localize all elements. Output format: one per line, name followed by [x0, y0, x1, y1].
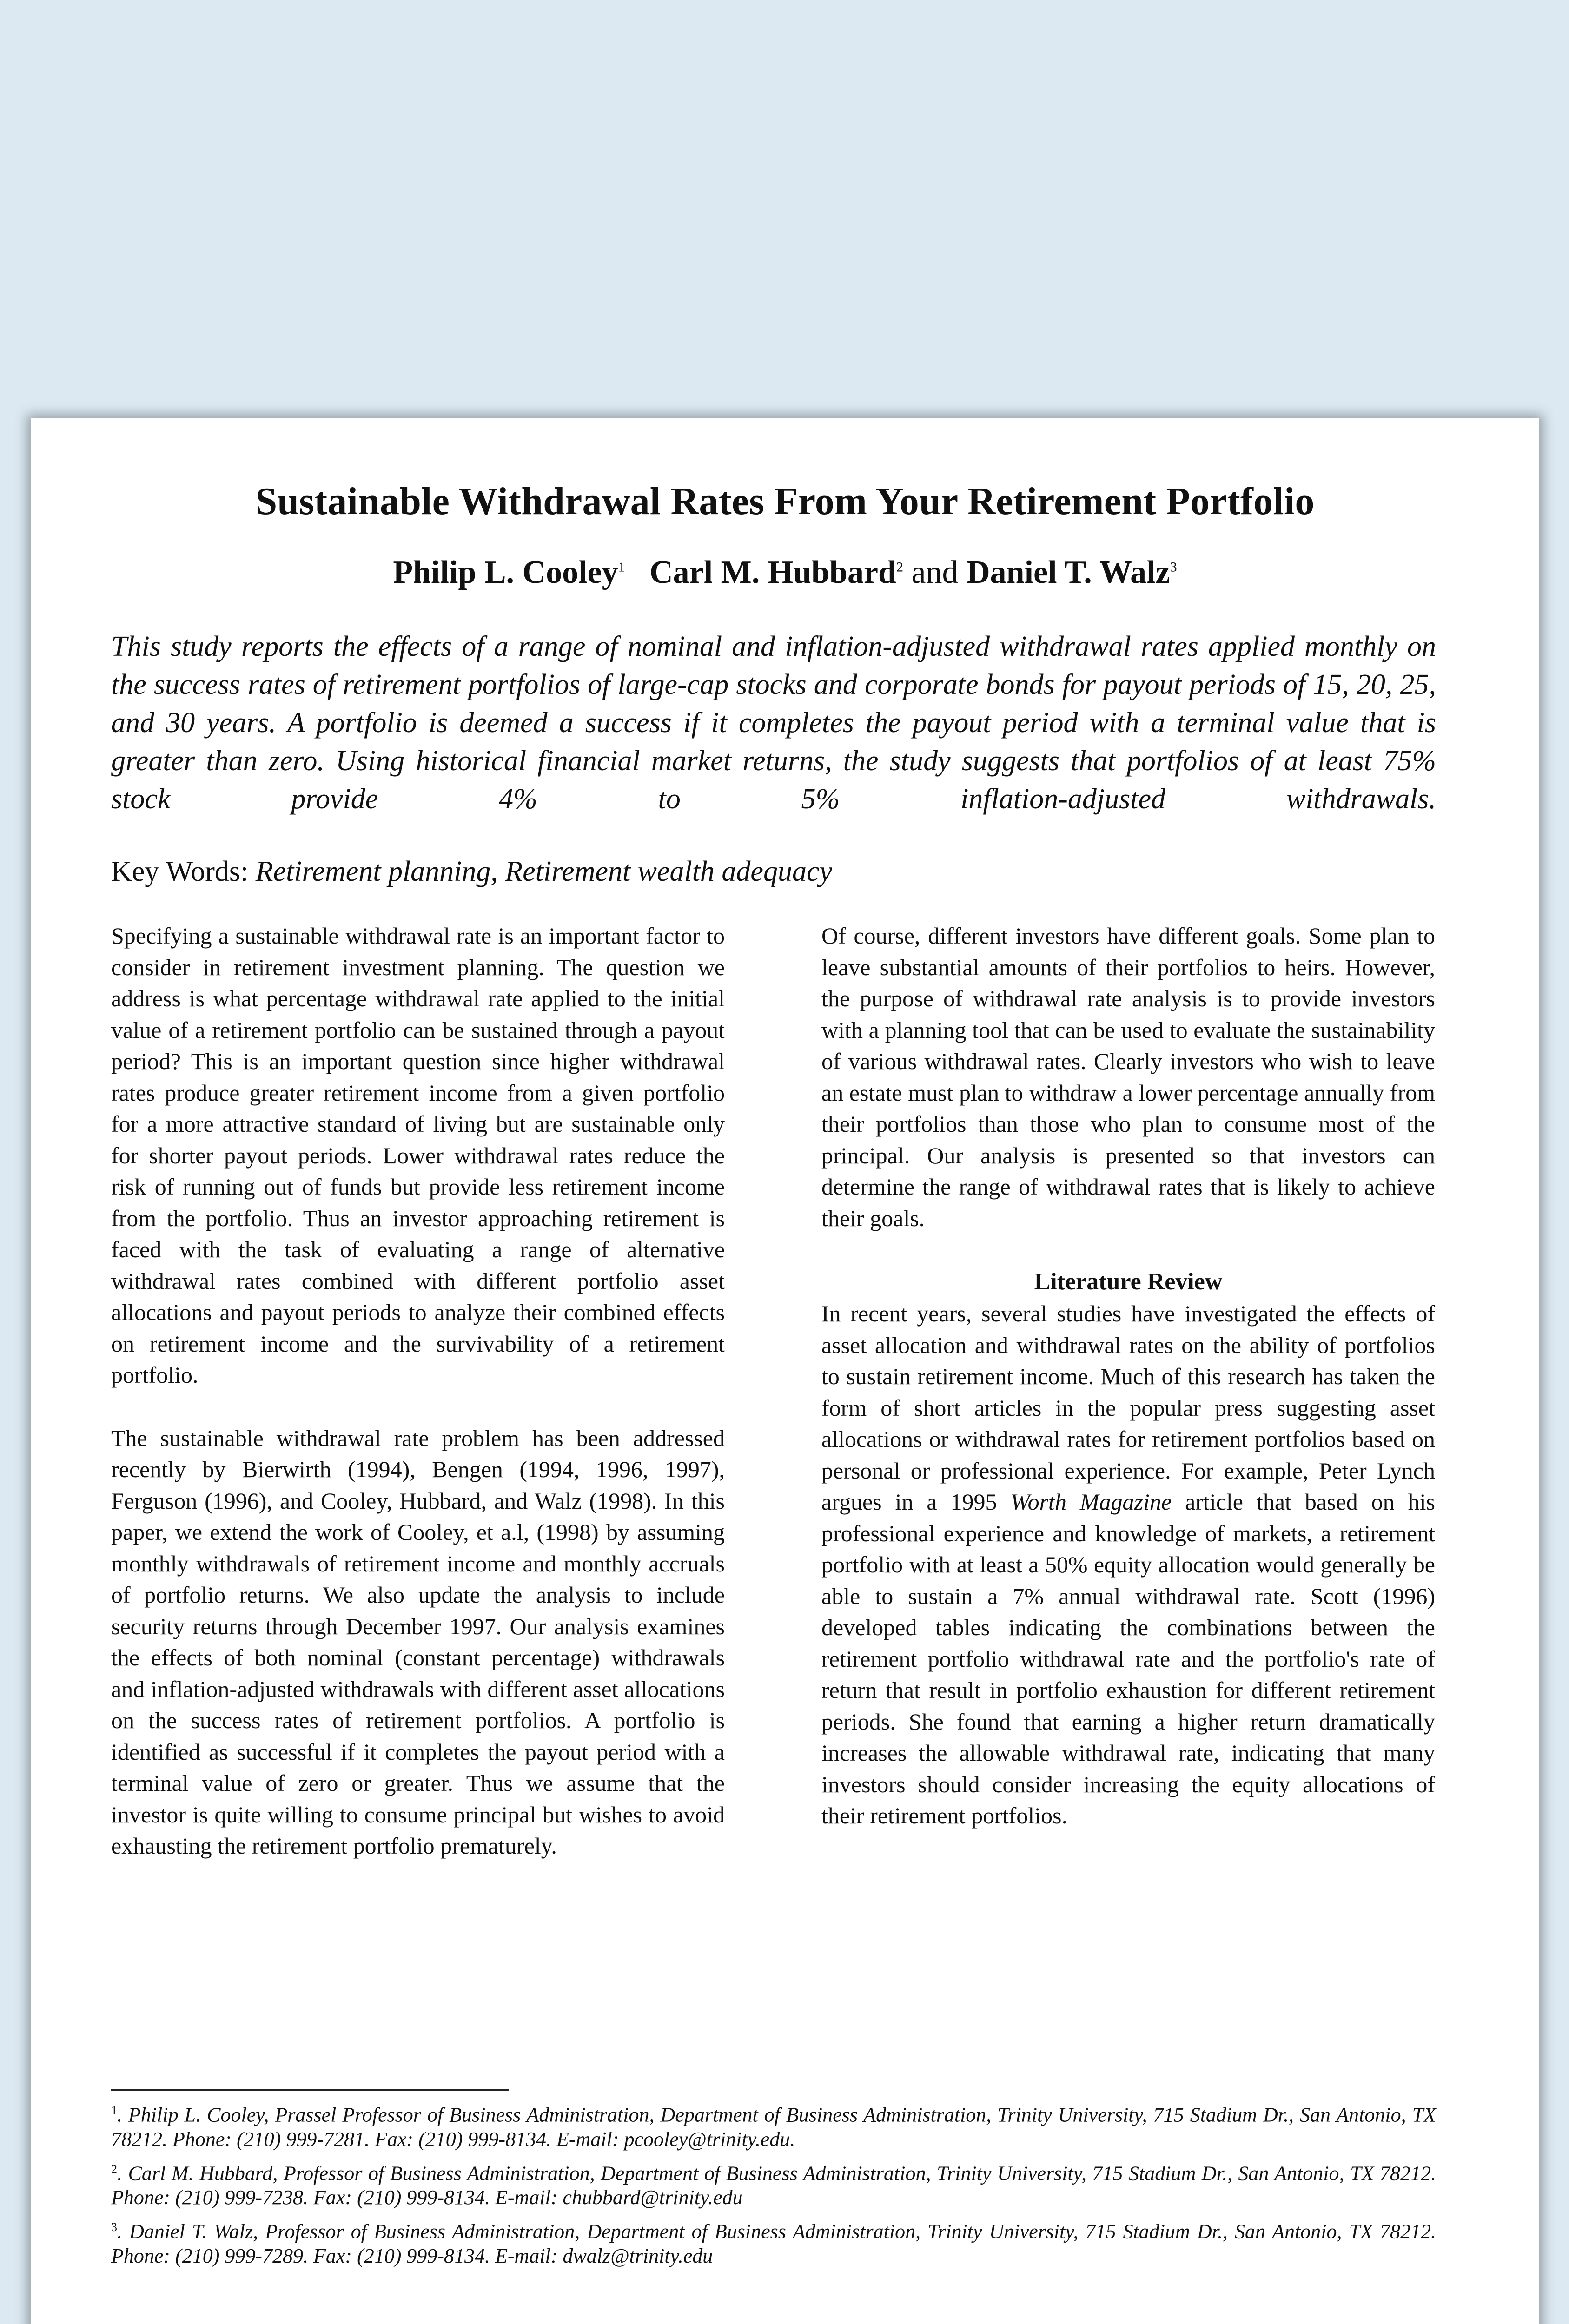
footnote [111, 2215, 1436, 2268]
author-line [31, 554, 1539, 591]
footnote-text: . Philip L. Cooley, Prassel Professor of Business Administration, Department of Business Administration, Trinity University, 715 Stadium Dr., San Antonio, TX 78212. Phone: (210) 999-7281. Fax: (210) 999-8134. E-mail: pcooley@trinity.edu. [111, 2103, 1436, 2151]
keywords [111, 855, 832, 888]
author-footnote-mark[interactable]: 2 [896, 559, 903, 575]
section-heading-literature-review: Literature Review [1034, 1268, 1223, 1295]
footnote [111, 2157, 1436, 2210]
paper-page [31, 418, 1539, 2324]
text-run: In recent years, several studies have investigated the effects of asset allocation and withdrawal rates on the ability of portfolios to sustain retirement income. Much of this research has taken the form of short articles in the popular press suggesting asset allocations or withdrawal rates for retirement portfolios based on personal or professional experience. For example, Peter Lynch argues in a 1995 [821, 1301, 1435, 1515]
body-paragraph [821, 1298, 1435, 1832]
body-column-right [821, 920, 1435, 1863]
footnote-text: . Daniel T. Walz, Professor of Business Administration, Department of Business Administration, Trinity University, 715 Stadium Dr., San Antonio, TX 78212. Phone: (210) 999-7289. Fax: (210) 999-8134. E-mail: dwalz@trinity.edu [111, 2220, 1436, 2267]
text-run: article that based on his professional experience and knowledge of markets, a retirement portfolio with at least a 50% equity allocation would generally be able to sustain a 7% annual withdrawal rate. Scott (1996) developed tables indicating the combinations between the retirement portfolio withdrawal rate and the portfolio's rate of return that result in portfolio exhaustion for different retirement periods. She found that earning a higher return dramatically increases the allowable withdrawal rate, indicating that many investors should consider increasing the equity allocations of their retirement portfolios. [821, 1489, 1435, 1829]
keywords-label: Key Words: [111, 856, 249, 887]
keywords-value: Retirement planning, Retirement wealth adequacy [255, 856, 832, 887]
author-name: Daniel T. Walz [967, 555, 1170, 590]
footnotes [111, 2099, 1436, 2274]
author-joiner: and [911, 555, 959, 590]
paper-title: Sustainable Withdrawal Rates From Your Retirement Portfolio [255, 480, 1315, 523]
author-name: Carl M. Hubbard [649, 555, 896, 590]
author-name: Philip L. Cooley [393, 555, 618, 590]
footnote-mark: 1 [111, 2104, 117, 2117]
footnote-mark: 2 [111, 2162, 117, 2176]
author-footnote-mark[interactable]: 3 [1170, 559, 1177, 575]
footnote-text: . Carl M. Hubbard, Professor of Business Administration, Department of Business Administration, Trinity University, 715 Stadium Dr., San Antonio, TX 78212. Phone: (210) 999-7238. Fax: (210) 999-8134. E-mail: chubbard@trinity.edu [111, 2162, 1436, 2209]
footnote [111, 2099, 1436, 2152]
footnote-mark: 3 [111, 2220, 117, 2234]
body-paragraph: Specifying a sustainable withdrawal rate is an important factor to consider in retirement investment planning. The question we address is what percentage withdrawal rate applied to the initial value of a retirement portfolio can be sustained through a payout period? This is an important question since higher withdrawal rates produce greater retirement income from a given portfolio for a more attractive standard of living but are sustainable only for shorter payout periods. Lower withdrawal rates reduce the risk of running out of funds but provide less retirement income from the portfolio. Thus an investor approaching retirement is faced with the task of evaluating a range of alternative withdrawal rates combined with different portfolio asset allocations and payout periods to analyze their combined effects on retirement income and the survivability of a retirement portfolio. [111, 923, 725, 1388]
author-footnote-mark[interactable]: 1 [618, 559, 625, 575]
body-paragraph: Of course, different investors have different goals. Some plan to leave substantial amounts of their portfolios to heirs. However, the purpose of withdrawal rate analysis is to provide investors with a planning tool that can be used to evaluate the sustainability of various withdrawal rates. Clearly investors who wish to leave an estate must plan to withdraw a lower percentage annually from their portfolios than those who plan to consume most of the principal. Our analysis is presented so that investors can determine the range of withdrawal rates that is likely to achieve their goals. [821, 923, 1435, 1231]
magazine-title: Worth Magazine [1010, 1489, 1172, 1515]
abstract: This study reports the effects of a range of nominal and inflation-adjusted withdrawal rates applied monthly on the success rates of retirement portfolios of large-cap stocks and corporate bonds for payout periods of 15, 20, 25, and 30 years. A portfolio is deemed a success if it completes the payout period with a terminal value that is greater than zero. Using historical financial market returns, the study suggests that portfolios of at least 75% stock provide 4% to 5% inflation-adjusted withdrawals. [111, 631, 1436, 815]
body-column-left [111, 920, 725, 1894]
body-paragraph: The sustainable withdrawal rate problem has been addressed recently by Bierwirth (1994), Bengen (1994, 1996, 1997), Ferguson (1996), and Cooley, Hubbard, and Walz (1998). In this paper, we extend the work of Cooley, et a.l, (1998) by assuming monthly withdrawals of retirement income and monthly accruals of portfolio returns. We also update the analysis to include security returns through December 1997. Our analysis examines the effects of both nominal (constant percentage) withdrawals and inflation-adjusted withdrawals with different asset allocations on the success rates of retirement portfolios. A portfolio is identified as successful if it completes the payout period with a terminal value of zero or greater. Thus we assume that the investor is quite willing to consume principal but wishes to avoid exhausting the retirement portfolio prematurely. [111, 1425, 725, 1859]
footnote-divider [111, 2089, 509, 2091]
